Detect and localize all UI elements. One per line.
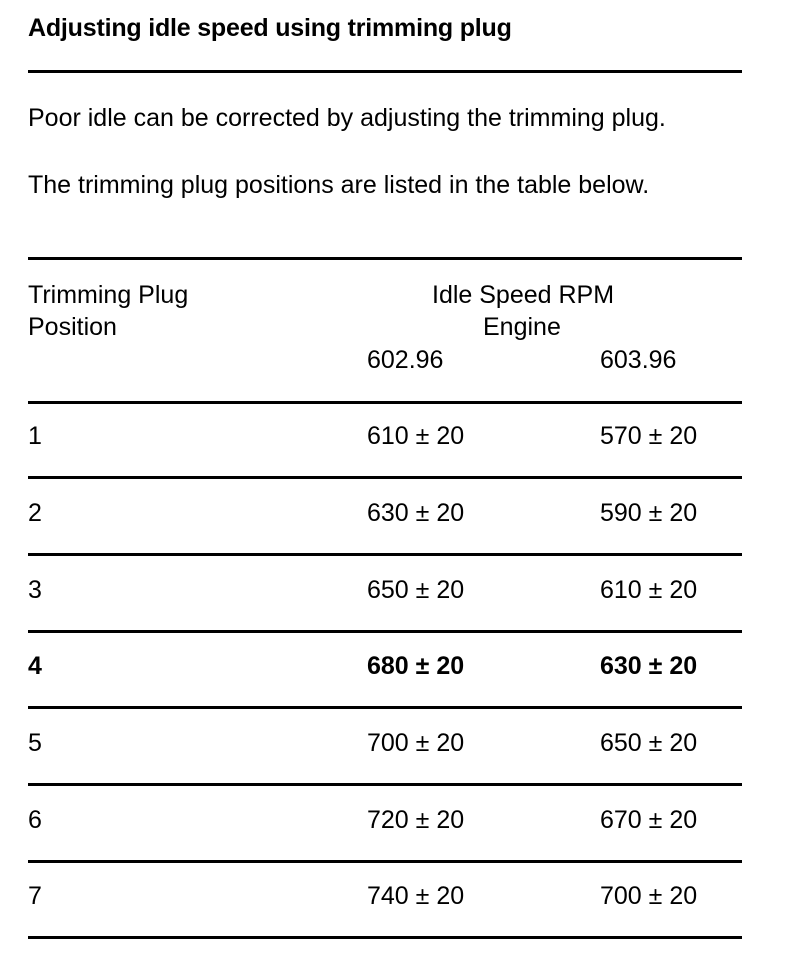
cell-idle-603-96: 670 ± 20 (600, 806, 698, 834)
row-rule (28, 706, 742, 709)
cell-idle-603-96: 590 ± 20 (600, 499, 698, 527)
header-bottom-rule (28, 401, 742, 404)
row-rule (28, 860, 742, 863)
cell-idle-602-96: 680 ± 20 (367, 652, 465, 680)
cell-position: 3 (28, 576, 42, 604)
cell-position: 5 (28, 729, 42, 757)
row-rule (28, 476, 742, 479)
table-bottom-rule (28, 936, 742, 939)
cell-idle-603-96: 570 ± 20 (600, 422, 698, 450)
header-engine-602-96: 602.96 (367, 346, 444, 374)
table-top-rule (28, 257, 742, 260)
table-row (0, 729, 800, 769)
header-engine: Engine (483, 313, 561, 341)
cell-position: 6 (28, 806, 42, 834)
header-idle-speed-rpm: Idle Speed RPM (432, 281, 615, 309)
table-row (0, 576, 800, 616)
cell-idle-602-96: 720 ± 20 (367, 806, 465, 834)
row-rule (28, 783, 742, 786)
section-title: Adjusting idle speed using trimming plug (28, 14, 512, 42)
intro-paragraph: Poor idle can be corrected by adjusting the trimming plug. (28, 104, 666, 132)
cell-position: 2 (28, 499, 42, 527)
table-row (0, 806, 800, 846)
table-row (0, 882, 800, 922)
table-row-emphasized (0, 652, 800, 692)
cell-idle-602-96: 650 ± 20 (367, 576, 465, 604)
cell-idle-603-96: 630 ± 20 (600, 652, 698, 680)
cell-idle-602-96: 610 ± 20 (367, 422, 465, 450)
table-row (0, 422, 800, 462)
header-engine-603-96: 603.96 (600, 346, 677, 374)
row-rule (28, 630, 742, 633)
table-intro-paragraph: The trimming plug positions are listed in the table below. (28, 171, 650, 199)
table-row (0, 499, 800, 539)
header-trimming-plug: Trimming Plug (28, 281, 189, 309)
cell-idle-603-96: 700 ± 20 (600, 882, 698, 910)
cell-idle-602-96: 740 ± 20 (367, 882, 465, 910)
cell-idle-602-96: 700 ± 20 (367, 729, 465, 757)
header-position: Position (28, 313, 117, 341)
cell-idle-602-96: 630 ± 20 (367, 499, 465, 527)
title-rule (28, 70, 742, 73)
cell-position: 1 (28, 422, 42, 450)
row-rule (28, 553, 742, 556)
cell-position: 7 (28, 882, 42, 910)
cell-position: 4 (28, 652, 42, 680)
cell-idle-603-96: 650 ± 20 (600, 729, 698, 757)
cell-idle-603-96: 610 ± 20 (600, 576, 698, 604)
